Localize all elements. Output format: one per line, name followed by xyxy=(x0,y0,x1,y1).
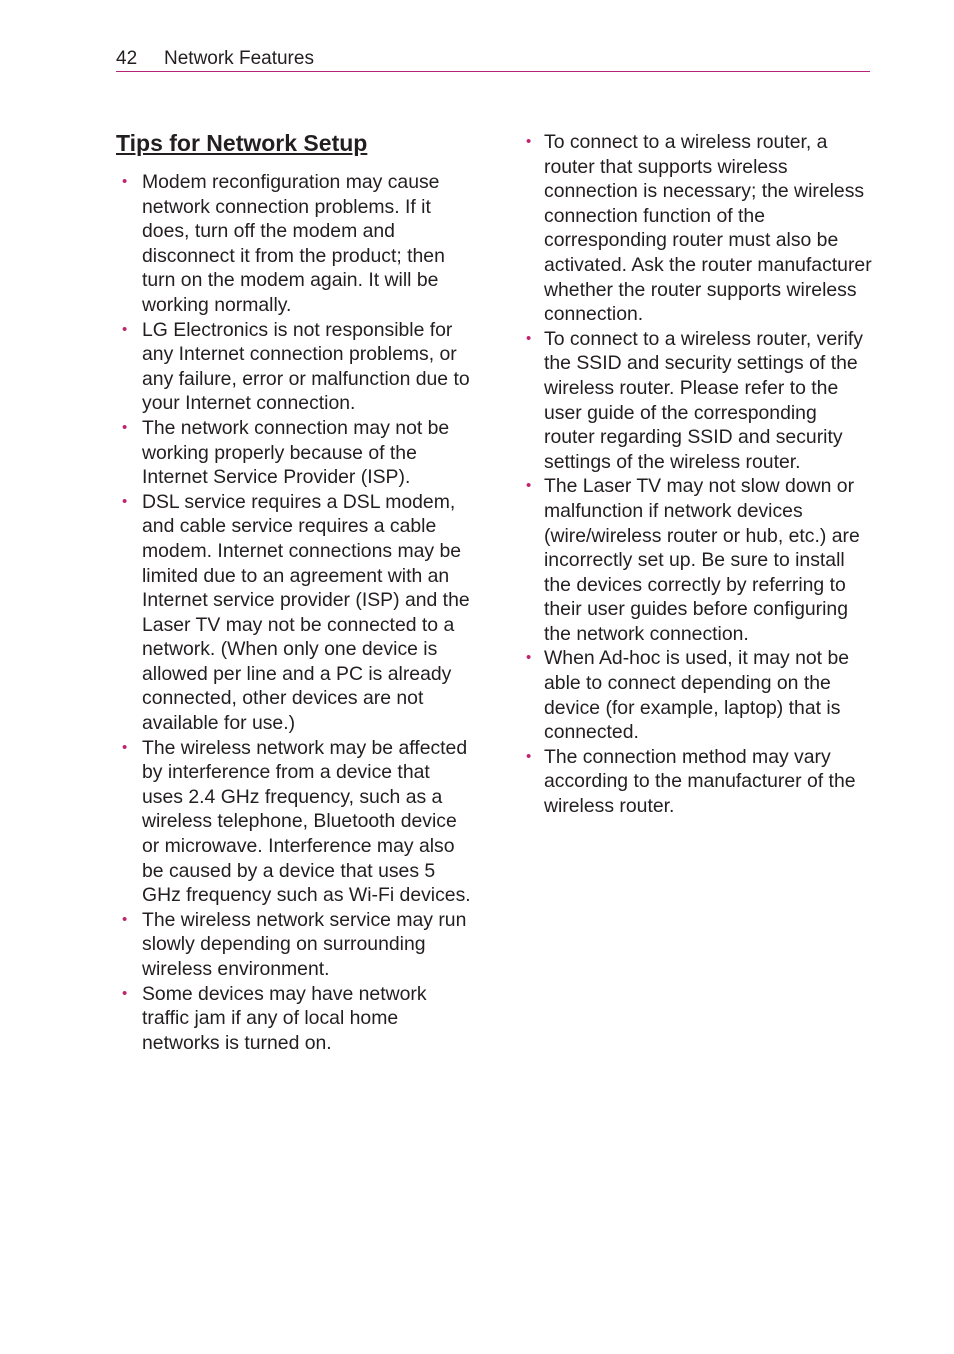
list-item-text: To connect to a wireless router, a router that supports wireless connection is necessary; the wireless connection function of the corresponding router must also be activated. Ask the router manufacturer whether the router supports wireless connection. xyxy=(544,131,872,326)
section-title: Tips for Network Setup xyxy=(116,130,368,156)
list-item-text: The network connection may not be working properly because of the Internet Service Provider (ISP). xyxy=(142,416,450,489)
bullet-icon: • xyxy=(526,649,532,667)
list-item xyxy=(116,416,476,490)
list-item xyxy=(522,646,872,744)
list-item xyxy=(116,490,476,736)
list-item xyxy=(522,474,872,646)
right-bullet-list xyxy=(522,130,872,819)
list-item xyxy=(116,318,476,416)
page-header xyxy=(116,47,870,72)
left-bullet-list xyxy=(116,170,476,1055)
bullet-icon: • xyxy=(526,329,532,347)
list-item xyxy=(522,130,872,327)
bullet-icon: • xyxy=(526,747,532,765)
list-item-text: The wireless network service may run slowly depending on surrounding wireless environment. xyxy=(142,908,467,980)
list-item-text: To connect to a wireless router, verify the SSID and security settings of the wireless router. Please refer to the user guide of the corresponding router regarding SSID and security settings of the wireless router. xyxy=(544,327,864,473)
list-item-text: LG Electronics is not responsible for any Internet connection problems, or any failure, error or malfunction due to your Internet connection. xyxy=(142,318,470,415)
bullet-icon: • xyxy=(526,477,532,495)
list-item xyxy=(116,170,476,318)
bullet-icon: • xyxy=(526,133,532,150)
list-item-text: Modem reconfiguration may cause network connection problems. If it does, turn off the modem and disconnect it from the product; then turn on the modem again. It will be working normally. xyxy=(142,171,445,316)
list-item xyxy=(522,327,872,475)
bullet-icon: • xyxy=(122,320,128,338)
bullet-icon: • xyxy=(122,173,128,190)
list-item xyxy=(116,982,476,1056)
left-column xyxy=(116,128,476,1055)
bullet-icon: • xyxy=(122,738,128,756)
list-item-text: When Ad-hoc is used, it may not be able to connect depending on the device (for example, laptop) that is connected. xyxy=(544,647,850,744)
list-item-text: The connection method may vary according to the manufacturer of the wireless router. xyxy=(544,745,856,818)
page-number: 42 xyxy=(116,48,138,69)
list-item xyxy=(522,745,872,819)
list-item-text: The wireless network may be affected by interference from a device that uses 2.4 GHz frequency, such as a wireless telephone, Bluetooth device or microwave. Interference may also be caused by a device that uses 5 GHz frequency such as Wi-Fi devices. xyxy=(142,736,471,907)
bullet-icon: • xyxy=(122,910,128,928)
list-item xyxy=(116,736,476,908)
right-column xyxy=(522,130,872,819)
list-item-text: DSL service requires a DSL modem, and cable service requires a cable modem. Internet connections may be limited due to an agreement with an Internet service provider (ISP) and the Laser TV may not be connected to a network. (When only one device is allowed per line and a PC is already connected, other devices are not available for use.) xyxy=(142,490,470,735)
list-item-text: Some devices may have network traffic jam if any of local home networks is turned on. xyxy=(142,982,427,1054)
header-section-title: Network Features xyxy=(164,48,314,69)
list-item-text: The Laser TV may not slow down or malfunction if network devices (wire/wireless router or hub, etc.) are incorrectly set up. Be sure to install the devices correctly by referring to their user guides before configuring the network connection. xyxy=(544,475,860,645)
bullet-icon: • xyxy=(122,492,128,510)
bullet-icon: • xyxy=(122,984,128,1002)
list-item xyxy=(116,908,476,982)
bullet-icon: • xyxy=(122,418,128,436)
